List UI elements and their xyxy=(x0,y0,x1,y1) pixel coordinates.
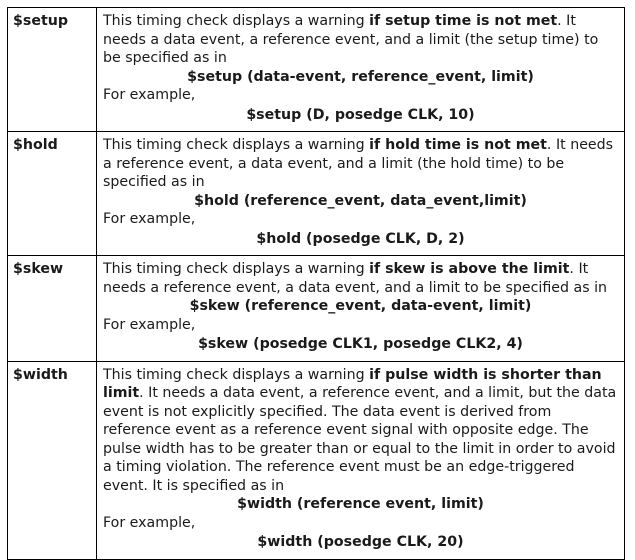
table-row xyxy=(8,256,625,362)
description-text: This timing check displays a warning if hold time is not met. It needs a reference event, a data event, and a limit (the hold time) to be specified as in xyxy=(103,137,614,190)
keyword-cell: $hold xyxy=(8,132,97,256)
description-text: This timing check displays a warning if pulse width is shorter than limit. It needs a data event, a reference event, and a limit, but the data event is not explicitly specified. The data event is derived from reference event as a reference event signal with opposite edge. The pulse width has to be greater than or equal to the limit in order to avoid a timing violation. The reference event must be an edge-triggered event. It is specified as in xyxy=(103,366,617,494)
example-label: For example, xyxy=(103,514,196,531)
table-row xyxy=(8,361,625,559)
example-line: $skew (posedge CLK1, posedge CLK2, 4) xyxy=(198,336,523,352)
example-line: $setup (D, posedge CLK, 10) xyxy=(246,106,475,123)
syntax-line: $skew (reference_event, data-event, limit) xyxy=(189,298,532,314)
keyword-cell: $skew xyxy=(8,256,97,362)
description-text: This timing check displays a warning if skew is above the limit. It needs a reference event, a data event, and a limit to be specified as in xyxy=(103,261,608,296)
table-row xyxy=(8,132,625,256)
example-line: $hold (posedge CLK, D, 2) xyxy=(256,230,465,247)
description-emphasis: if hold time is not met xyxy=(369,137,547,153)
keyword-cell: $setup xyxy=(8,8,97,132)
description-text: This timing check displays a warning if setup time is not met. It needs a data event, a reference event, and a limit (the setup time) to be specified as in xyxy=(103,13,599,66)
syntax-line: $hold (reference_event, data_event,limit) xyxy=(194,192,527,209)
table-row xyxy=(8,8,625,132)
example-label: For example, xyxy=(103,316,196,333)
description-cell xyxy=(97,132,625,256)
example-label: For example, xyxy=(103,87,196,103)
description-emphasis: if skew is above the limit xyxy=(369,261,570,277)
syntax-line: $width (reference event, limit) xyxy=(237,496,484,512)
example-line: $width (posedge CLK, 20) xyxy=(257,534,464,550)
keyword-cell: $width xyxy=(8,361,97,559)
example-label: For example, xyxy=(103,211,196,227)
description-cell xyxy=(97,361,625,559)
syntax-line: $setup (data-event, reference_event, limit) xyxy=(187,68,534,85)
description-cell xyxy=(97,256,625,362)
description-emphasis: if setup time is not met xyxy=(369,13,558,29)
timing-checks-table xyxy=(7,7,625,560)
description-emphasis: if pulse width is shorter than limit xyxy=(103,366,602,401)
description-cell xyxy=(97,8,625,132)
